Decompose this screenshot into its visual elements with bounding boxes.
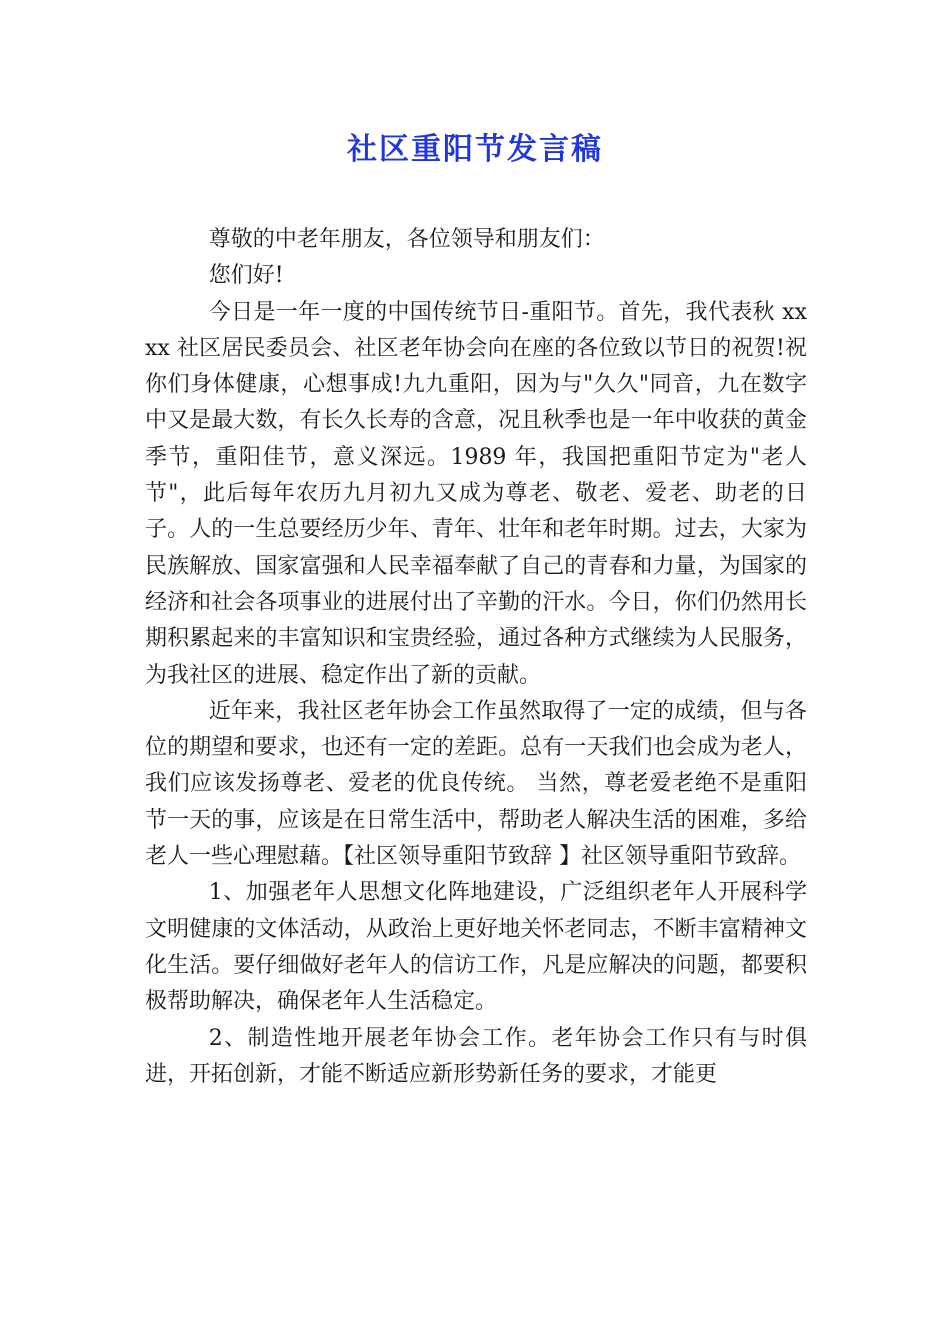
paragraph-point-2: 2、制造性地开展老年协会工作。老年协会工作只有与时俱进，开拓创新，才能不断适应新形势新任务的要求，才能更 — [145, 1025, 807, 1087]
paragraph-greeting: 您们好! — [208, 263, 284, 289]
paragraph-salutation: 尊敬的中老年朋友，各位领导和朋友们： — [208, 227, 605, 252]
paragraph-point-1: 1、加强老年人思想文化阵地建设，广泛组织老年人开展科学文明健康的文体活动，从政治上更好地关怀老同志，不断丰富精神文化生活。要仔细做好老年人的信访工作，凡是应解决的问题，都要积极帮助解决，确保老年人生活稳定。 — [145, 880, 807, 1015]
paragraph-recent-work: 近年来，我社区老年协会工作虽然取得了一定的成绩，但与各位的期望和要求，也还有一定的差距。总有一天我们也会成为老人，我们应该发扬尊老、爱老的优良传统。 当然，尊老爱老绝不是重阳节一天的事，应该是在日常生活中，帮助老人解决生活的困难，多给老人一些心理慰藉。【社区领导重阳节致辞 】社区领导重阳节致辞。 — [145, 698, 807, 870]
document-body — [145, 222, 807, 1093]
document-title: 社区重阳节发言稿 — [347, 132, 603, 167]
paragraph-festival-intro: 今日是一年一度的中国传统节日-重阳节。首先，我代表秋 xxxx 社区居民委员会、社区老年协会向在座的各位致以节日的祝贺!祝你们身体健康，心想事成!九九重阳，因为与"久久"同音，九在数字中又是最大数，有长久长寿的含意，况且秋季也是一年中收获的黄金季节，重阳佳节，意义深远。1989 年，我国把重阳节定为"老人节"，此后每年农历九月初九又成为尊老、敬老、爱老、助老的日子。人的一生总要经历少年、青年、壮年和老年时期。过去，大家为民族解放、国家富强和人民幸福奉献了自己的青春和力量，为国家的经济和社会各项事业的进展付出了辛勤的汗水。今日，你们仍然用长期积累起来的丰富知识和宝贵经验，通过各种方式继续为人民服务，为我社区的进展、稳定作出了新的贡献。 — [145, 299, 807, 688]
